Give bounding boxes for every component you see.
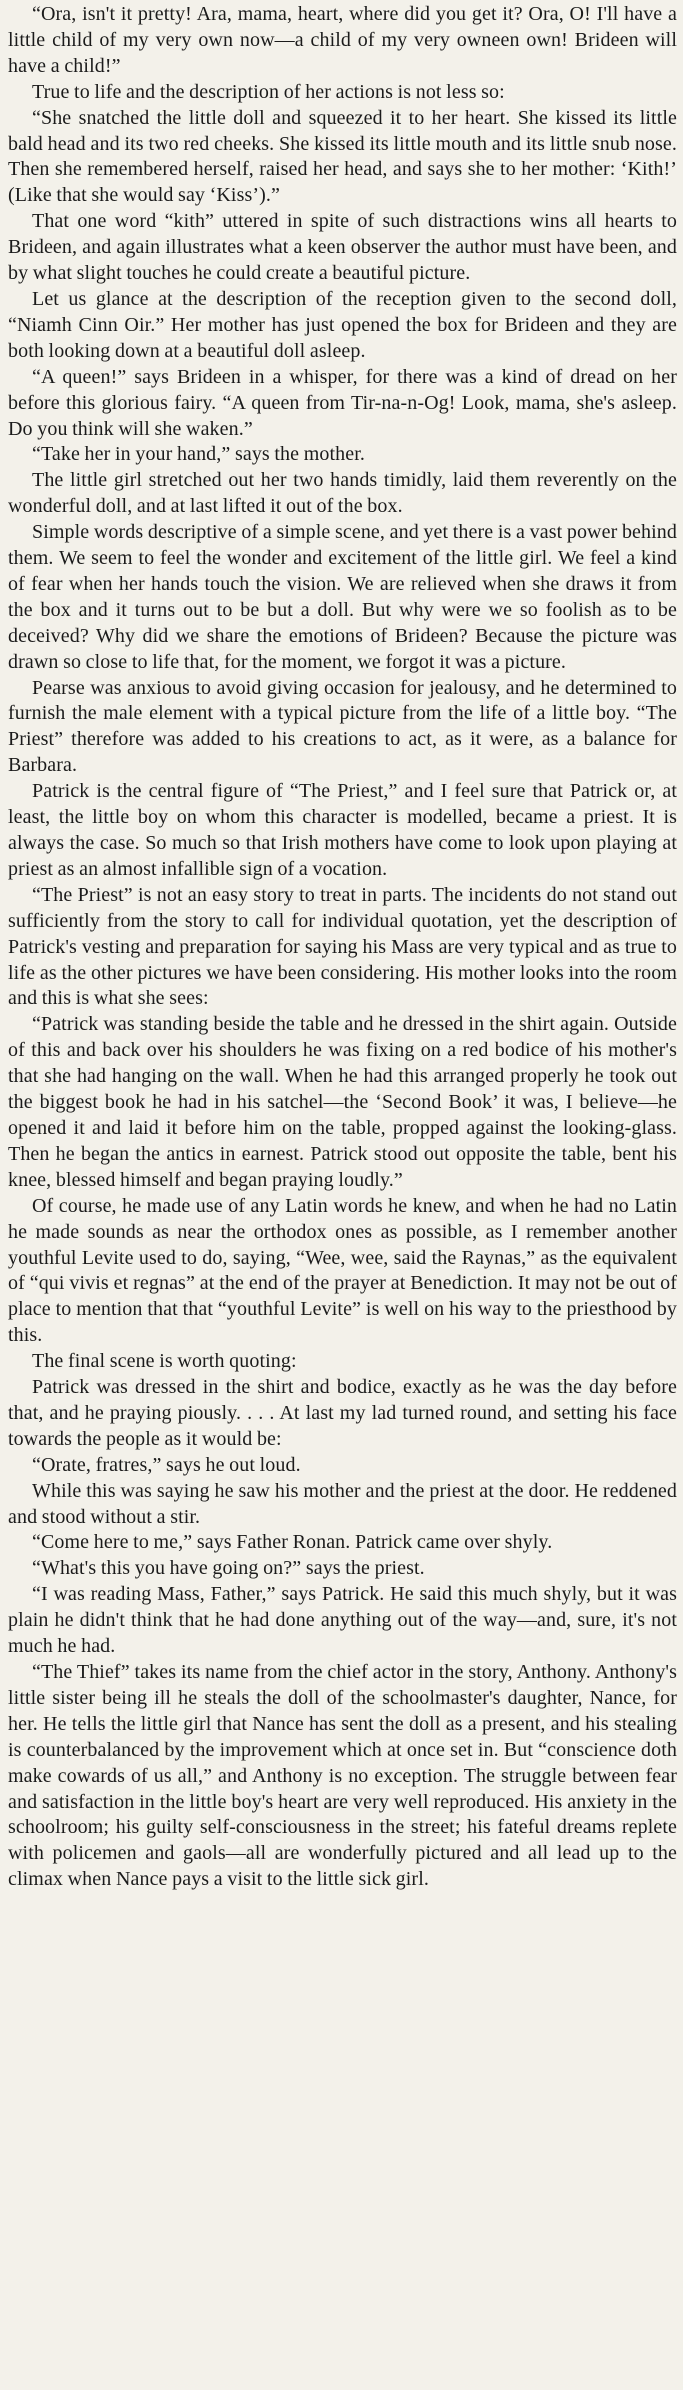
paragraph-whats-this: “What's this you have going on?” says the priest. xyxy=(32,1557,425,1580)
paragraph-lifted-doll: The little girl stretched out her two hands timidly, laid them reverently on the wonderful doll, and at last lifted it out of the box. xyxy=(8,469,677,518)
paragraph-dressed-praying: Patrick was dressed in the shirt and bodice, exactly as he was the day before that, and he praying piously. . . . At last my lad turned round, and setting his face towards the people as it would be: xyxy=(8,1376,677,1450)
paragraph-the-thief: “The Thief” takes its name from the chief actor in the story, Anthony. Anthony's little sister being ill he steals the doll of the schoolmaster's daughter, Nance, for her. He tells the little girl that Nance has sent the doll as a present, and his stealing is counterbalanced by the improvement which at once set in. But “conscience doth make cowards of us all,” and Anthony is no exception. The struggle between fear and satisfaction in the little boy's heart are very well reproduced. His anxiety in the schoolroom; his guilty self-consciousness in the street; his fateful dreams replete with policemen and gaols—all are wonderfully pictured and all lead up to the climax when Nance pays a visit to the little sick girl. xyxy=(8,1661,677,1891)
paragraph-orate-fratres: “Orate, fratres,” says he out loud. xyxy=(32,1453,301,1476)
paragraph-true-to-life: True to life and the description of her actions is not less so: xyxy=(32,80,505,103)
paragraph-doll-kiss-quote: “She snatched the little doll and squeezed it to her heart. She kissed its little bald head and its two red cheeks. She kissed its little mouth and its little snub nose. Then she remembered herself, raised her head, and says she to her mother: ‘Kith!’ (Like that she would say ‘Kiss’).” xyxy=(8,106,677,207)
paragraph-priest-parts: “The Priest” is not an easy story to treat in parts. The incidents do not stand out sufficiently from the story to call for individual quotation, yet the description of Patrick's vesting and preparation for saying his Mass are very typical and as true to life as the other pictures we have been considering. His mother looks into the room and this is what she sees: xyxy=(8,883,677,1010)
paragraph-queen-quote: “A queen!” says Brideen in a whisper, for there was a kind of dread on her before this glorious fairy. “A queen from Tir-na-n-Og! Look, mama, she's asleep. Do you think will she waken.” xyxy=(8,365,677,440)
paragraph-vesting-quote: “Patrick was standing beside the table and he dressed in the shirt again. Outside of this and back over his shoulders he was fixing on a red bodice of his mother's that she had hanging on the wall. When he had this arranged properly he took out the biggest book he had in his satchel—the ‘Second Book’ it was, I believe—he opened it and laid it before him on the table, propped against the looking-glass. Then he began the antics in earnest. Patrick stood out opposite the table, bent his knee, blessed himself and began praying loudly.” xyxy=(8,1013,677,1191)
paragraph-final-scene: The final scene is worth quoting: xyxy=(32,1350,297,1373)
paragraph-kith-commentary: That one word “kith” uttered in spite of such distractions wins all hearts to Brideen, and again illustrates what a keen observer the author must have been, and by what slight touches he could create a beautiful picture. xyxy=(8,210,677,285)
paragraph-take-her-quote: “Take her in your hand,” says the mother. xyxy=(32,443,365,466)
paragraph-latin-words: Of course, he made use of any Latin words he knew, and when he had no Latin he made sounds as near the orthodox ones as possible, as I remember another youthful Levite used to do, saying, “Wee, wee, said the Raynas,” as the equivalent of “qui vivis et regnas” at the end of the prayer at Benediction. It may not be out of place to mention that that “youthful Levite” is well on his way to the priesthood by this. xyxy=(8,1194,677,1347)
paragraph-come-here: “Come here to me,” says Father Ronan. Patrick came over shyly. xyxy=(32,1531,553,1554)
paragraph-pearse-priest: Pearse was anxious to avoid giving occasion for jealousy, and he determined to furnish the male element with a typical picture from the life of a little boy. “The Priest” therefore was added to his creations to act, as it were, as a balance for Barbara. xyxy=(8,676,677,777)
paragraph-simple-words: Simple words descriptive of a simple scene, and yet there is a vast power behind them. We seem to feel the wonder and excitement of the little girl. We feel a kind of fear when her hands touch the vision. We are relieved when she draws it from the box and it turns out to be but a doll. But why were we so foolish as to be deceived? Why did we share the emotions of Brideen? Because the picture was drawn so close to life that, for the moment, we forgot it was a picture. xyxy=(8,521,677,673)
paragraph-brideen-exclaims: “Ora, isn't it pretty! Ara, mama, heart, where did you get it? Ora, O! I'll have a little child of my very own now—a child of my very owneen own! Brideen will have a child!” xyxy=(8,3,677,77)
paragraph-reading-mass: “I was reading Mass, Father,” says Patrick. He said this much shyly, but it was plain he didn't think that he had done anything out of the way—and, sure, it's not much he had. xyxy=(8,1583,677,1658)
paragraph-second-doll: Let us glance at the description of the reception given to the second doll, “Niamh Cinn Oir.” Her mother has just opened the box for Brideen and they are both looking down at a beautiful doll asleep. xyxy=(8,287,677,362)
paragraph-saw-mother: While this was saying he saw his mother and the priest at the door. He reddened and stood without a stir. xyxy=(8,1479,677,1528)
paragraph-patrick-central: Patrick is the central figure of “The Priest,” and I feel sure that Patrick or, at least, the little boy on whom this character is modelled, became a priest. It is always the case. So much so that Irish mothers have come to look upon playing at priest as an almost infallible sign of a vocation. xyxy=(8,780,677,880)
